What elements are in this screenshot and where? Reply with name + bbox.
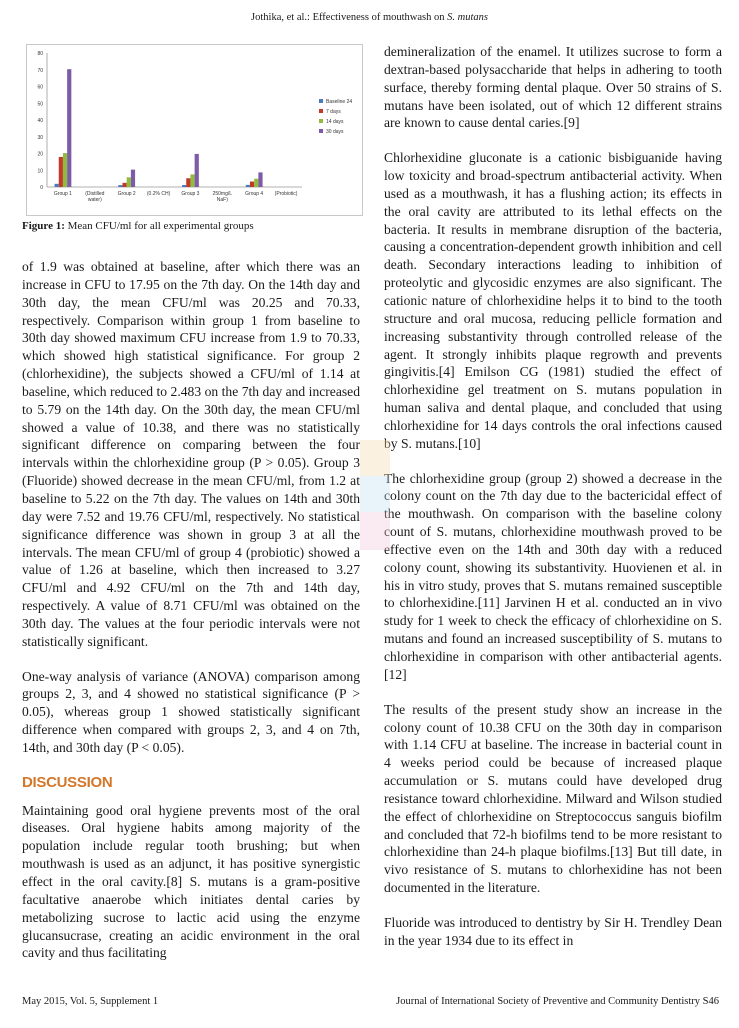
bar-30-days	[67, 69, 71, 187]
legend-swatch	[319, 129, 323, 133]
footer-journal: Journal of International Society of Preventive and Community Dentistry S46	[396, 996, 719, 1007]
x-tick-label: Group 3	[181, 191, 200, 197]
footer-issue: May 2015, Vol. 5, Supplement 1	[22, 996, 159, 1007]
x-tick-label: (0.2% CH)	[146, 191, 171, 197]
legend-label: Baseline 24	[326, 99, 353, 105]
bar-7-days	[122, 183, 126, 187]
bar-14-days	[254, 179, 258, 187]
bar-baseline-24	[118, 185, 122, 187]
bar-7-days	[250, 182, 254, 187]
running-header	[0, 12, 739, 23]
results-paragraph-1: of 1.9 was obtained at baseline, after which there was an increase in CFU to 17.95 on the 7th day. On the 14th day and 30th day, the mean CFU/ml was 20.25 and 70.33, respectively. Comparison within group 1 from baseline to 30th day showed maximum CFU increase from 1.9 to 70.33, which showed high statistical significance. For group 2 (chlorhexidine), the subjects showed a CFU/ml of 1.14 at baseline, which reduced to 2.483 on the 7th day and increased to 5.79 on the 14th day. On the 30th day, the mean CFU/ml showed a value of 10.38, and there was no statistically significant difference on comparing between the four intervals within the chlorhexidine group (P > 0.05). Group 3 (Fluoride) showed decrease in the mean CFU/ml, from 1.2 at baseline to 5.22 on the 7th day. The values on 14th and 30th day were 7.52 and 19.76 CFU/ml, respectively. No statistical significance difference was shown in group 3 at all the intervals. The mean CFU/ml of group 4 (probiotic) showed a value of 1.26 at baseline, which then increased to 3.27 CFU/ml and 4.92 CFU/ml on the 7th and 14th day, respectively. A value of 8.71 CFU/ml was obtained on the 30th day. The values at the four periodic intervals were not statistically significant.	[22, 259, 360, 649]
x-tick-label: Group 2	[117, 191, 136, 197]
y-tick-label: 20	[37, 151, 43, 158]
bar-14-days	[127, 177, 131, 187]
header-authors: Jothika, et al.:	[251, 12, 313, 23]
results-paragraph-2: One-way analysis of variance (ANOVA) comparison among groups 2, 3, and 4 showed no statistical significance (P > 0.05), whereas group 1 showed statistically significant difference when compared with groups 2, 3, and 4 on 7th, 14th, and 30th day (P < 0.05).	[22, 668, 360, 755]
bar-14-days	[190, 174, 194, 187]
bar-7-days	[59, 157, 63, 187]
discussion-paragraph-3: Chlorhexidine gluconate is a cationic bisbiguanide having low toxicity and broad-spectrum antibacterial activity. When used as a mouthwash, it has a flushing action; its effects in the oral cavity are attributed to its lethal effects on the bacteria. It results in membrane disruption of the bacteria, causing a concentration-dependent growth inhibition and cell death. Secondary interactions leading to inhibition of proteolytic and glycosidic enzymes are also significant. The cationic nature of chlorhexidine helps it to bind to the tooth structure and oral mucosa, reducing pellicle formation and increasing substantivity through controlled release of the agent. It strongly inhibits plaque regrowth and prevents gingivitis.[4] Emilson CG (1981) studied the effect of chlorhexidine gel treatment on S. mutans population in human saliva and dental plaque, and concluded that using chlorhexidine for 14 days controls the oral infections caused by S. mutans.[10]	[384, 150, 722, 451]
y-tick-label: 30	[37, 134, 43, 141]
bar-30-days	[131, 170, 135, 187]
bar-30-days	[195, 154, 199, 187]
x-tick-label: 250mg/L NaF)	[212, 191, 233, 203]
caption-text: Mean CFU/ml for all experimental groups	[64, 220, 254, 232]
header-title: Effectiveness of mouthwash on	[312, 12, 448, 23]
bar-14-days	[63, 153, 67, 187]
y-tick-label: 0	[40, 185, 43, 191]
y-tick-label: 10	[37, 168, 43, 175]
right-column	[384, 43, 722, 967]
legend-swatch	[319, 109, 323, 113]
legend-swatch	[319, 99, 323, 103]
bar-30-days	[258, 172, 262, 187]
y-tick-label: 40	[37, 118, 43, 124]
watermark-logo	[360, 440, 390, 550]
discussion-paragraph-2: demineralization of the enamel. It utilizes sucrose to form a dextran-based polysaccharide that helps in adhering to tooth surface, thereby forming dental plaque. Over 50 strains of S. mutans have been isolated, out of which 12 different strains are known to cause dental caries.[9]	[384, 44, 722, 131]
discussion-paragraph-4: The chlorhexidine group (group 2) showed a decrease in the colony count on the 7th day due to the bactericidal effect of the mouthwash. On comparison with the baseline colony count of S. mutans, chlorhexidine mouthwash proved to be effective even on the 14th and 30th day with a reduced colony count, showing its substantivity. Huovienen et al. in his in vitro study, proves that S. mutans remained susceptible to chlorhexidine.[11] Jarvinen H et al. conducted an in vivo study for 1 week to check the efficacy of chlorhexidine on S. mutans and found an increased susceptibility of S. mutans to chlorhexidine in comparison with other antibacterial agents.[12]	[384, 470, 722, 682]
y-tick-label: 70	[37, 67, 43, 74]
bar-baseline-24	[246, 185, 250, 187]
figure-caption	[22, 220, 362, 232]
discussion-paragraph-1: Maintaining good oral hygiene prevents most of the oral diseases. Oral hygiene habits among majority of the population include regular tooth brushing; but when mouthwash is used as an adjunct, it has positive synergistic effect in the oral cavity.[8] S. mutans is a gram-positive facultative anaerobe which initiates dental caries by metabolizing sucrose to lactic acid using the enzyme glucansucrase, creating an acidic environment in the oral cavity and thus facilitating	[22, 802, 360, 961]
discussion-paragraph-5: The results of the present study show an increase in the colony count of 10.38 CFU on the 30th day in comparison with 1.14 CFU at baseline. The increase in bacterial count in 4 weeks period could be because of increased plaque accumulation or S. mutans could have developed drug resistance toward chlorhexidine. Milward and Wilson studied the effect of chlorhexidine on Streptococcus sanguis biofilm and concluded that 72-h biofilms tend to be more resistant to chlorhexidine than 24-h plaque biofilms.[13] But till date, in vivo resistance of S. mutans to chlorhexidine has not been documented in the literature.	[384, 701, 722, 896]
x-tick-label: (Distilled water)	[85, 191, 105, 203]
x-tick-label: Group 4	[245, 191, 264, 197]
bar-7-days	[186, 178, 190, 187]
figure-1-chart	[26, 44, 363, 216]
legend-swatch	[319, 119, 323, 123]
bar-baseline-24	[55, 184, 59, 187]
legend-label: 7 days	[326, 109, 341, 115]
discussion-heading: DISCUSSION	[22, 773, 113, 791]
bar-chart	[27, 45, 362, 215]
header-species: S. mutans	[447, 12, 488, 23]
y-tick-label: 60	[37, 84, 43, 91]
discussion-paragraph-6: Fluoride was introduced to dentistry by Sir H. Trendley Dean in the year 1934 due to its effect in	[384, 914, 722, 948]
y-tick-label: 50	[37, 101, 43, 108]
y-tick-label: 80	[37, 51, 43, 57]
legend-label: 30 days	[326, 129, 344, 135]
caption-label: Figure 1:	[22, 220, 65, 232]
x-tick-label: Group 1	[53, 191, 72, 197]
left-column	[22, 258, 360, 979]
bar-baseline-24	[182, 185, 186, 187]
x-tick-label: (Probiotic)	[274, 191, 298, 197]
legend-label: 14 days	[326, 119, 344, 125]
